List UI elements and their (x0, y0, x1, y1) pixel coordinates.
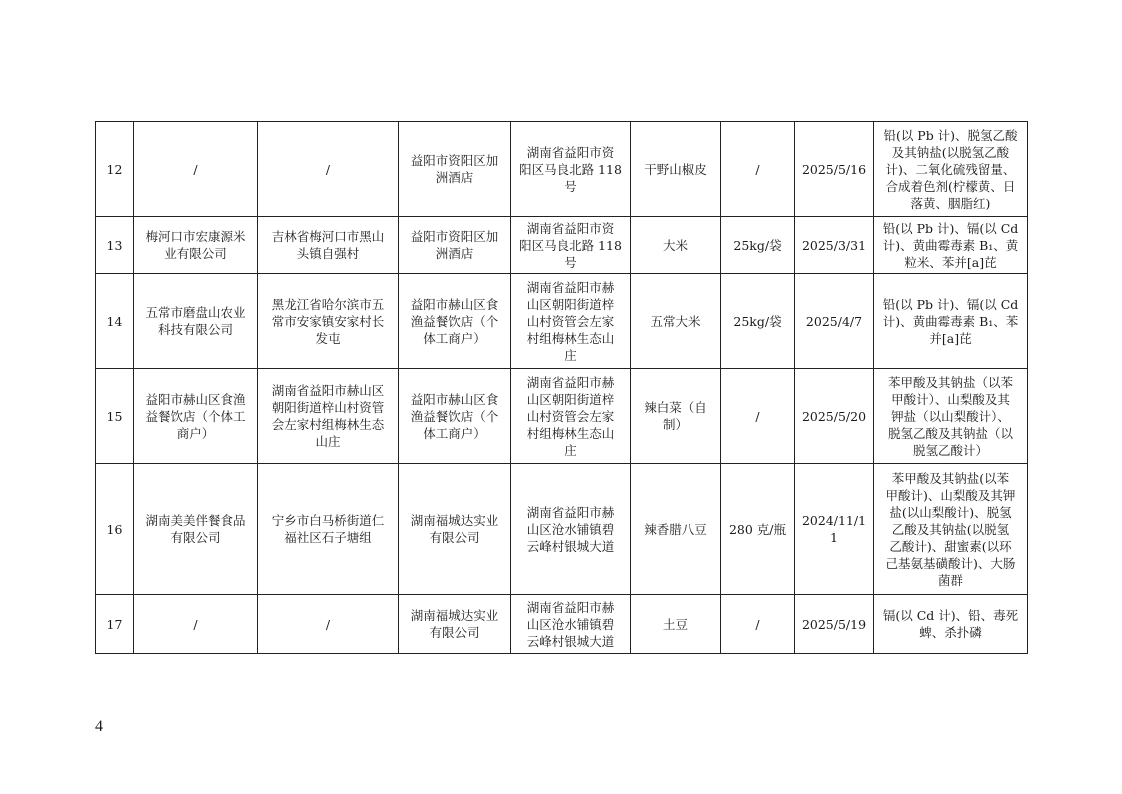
inspection-items: 铅(以 Pb 计)、脱氢乙酸 及其钠盐(以脱氢乙酸 计)、二氧化硫残留量、 合成着色剂(柠檬黄、日 落黄、胭脂红) (874, 122, 1028, 217)
table-row (96, 464, 1028, 595)
sampled-unit: 益阳市赫山区食 渔益餐饮店（个 体工商户） (399, 274, 511, 369)
production-date: 2025/5/20 (795, 369, 874, 464)
producer-name: / (134, 122, 258, 217)
production-date: 2025/5/16 (795, 122, 874, 217)
page-number: 4 (95, 718, 103, 735)
row-number: 17 (96, 595, 134, 654)
sampled-unit-address: 湖南省益阳市赫 山区朝阳街道梓 山村资管会左家 村组梅林生态山 庄 (511, 274, 631, 369)
inspection-items: 铅(以 Pb 计)、镉(以 Cd 计)、黄曲霉毒素 B₁、苯 并[a]芘 (874, 274, 1028, 369)
production-date: 2024/11/1 1 (795, 464, 874, 595)
producer-name: 五常市磨盘山农业 科技有限公司 (134, 274, 258, 369)
product-spec: / (721, 122, 795, 217)
production-date: 2025/5/19 (795, 595, 874, 654)
inspection-items: 铅(以 Pb 计)、镉(以 Cd 计)、黄曲霉毒素 B₁、黄 粒米、苯并[a]芘 (874, 217, 1028, 274)
product-name: 土豆 (631, 595, 721, 654)
producer-address: 湖南省益阳市赫山区 朝阳街道梓山村资管 会左家村组梅林生态 山庄 (258, 369, 399, 464)
row-number: 14 (96, 274, 134, 369)
producer-address: / (258, 595, 399, 654)
producer-address: / (258, 122, 399, 217)
row-number: 13 (96, 217, 134, 274)
product-name: 五常大米 (631, 274, 721, 369)
product-name: 干野山椒皮 (631, 122, 721, 217)
sampled-unit-address: 湖南省益阳市资 阳区马良北路 118 号 (511, 122, 631, 217)
production-date: 2025/3/31 (795, 217, 874, 274)
inspection-items: 苯甲酸及其钠盐(以苯 甲酸计)、山梨酸及其钾 盐(以山梨酸计)、脱氢 乙酸及其钠盐(以脱氢 乙酸计)、甜蜜素(以环 己基氨基磺酸计)、大肠 菌群 (874, 464, 1028, 595)
production-date: 2025/4/7 (795, 274, 874, 369)
producer-address: 宁乡市白马桥街道仁 福社区石子塘组 (258, 464, 399, 595)
product-spec: 25kg/袋 (721, 217, 795, 274)
sampled-unit-address: 湖南省益阳市资 阳区马良北路 118 号 (511, 217, 631, 274)
table-row (96, 369, 1028, 464)
sampled-unit: 益阳市资阳区加 洲酒店 (399, 217, 511, 274)
product-spec: / (721, 369, 795, 464)
sampled-unit: 湖南福城达实业 有限公司 (399, 464, 511, 595)
producer-name: 梅河口市宏康源米 业有限公司 (134, 217, 258, 274)
product-name: 大米 (631, 217, 721, 274)
producer-name: / (134, 595, 258, 654)
table-row (96, 217, 1028, 274)
row-number: 16 (96, 464, 134, 595)
producer-address: 黑龙江省哈尔滨市五 常市安家镇安家村长 发屯 (258, 274, 399, 369)
product-spec: / (721, 595, 795, 654)
product-spec: 25kg/袋 (721, 274, 795, 369)
sampled-unit: 益阳市资阳区加 洲酒店 (399, 122, 511, 217)
producer-address: 吉林省梅河口市黑山 头镇自强村 (258, 217, 399, 274)
inspection-items: 苯甲酸及其钠盐（以苯 甲酸计）、山梨酸及其 钾盐（以山梨酸计）、 脱氢乙酸及其钠盐（以 脱氢乙酸计） (874, 369, 1028, 464)
sampled-unit: 益阳市赫山区食 渔益餐饮店（个 体工商户） (399, 369, 511, 464)
product-name: 辣香腊八豆 (631, 464, 721, 595)
inspection-results-table (95, 121, 1028, 654)
product-name: 辣白菜（自 制） (631, 369, 721, 464)
row-number: 12 (96, 122, 134, 217)
inspection-items: 镉(以 Cd 计)、铅、毒死 蜱、杀扑磷 (874, 595, 1028, 654)
table-row (96, 122, 1028, 217)
producer-name: 湖南美美伴餐食品 有限公司 (134, 464, 258, 595)
table-row (96, 595, 1028, 654)
product-spec: 280 克/瓶 (721, 464, 795, 595)
table-row (96, 274, 1028, 369)
producer-name: 益阳市赫山区食渔 益餐饮店（个体工 商户） (134, 369, 258, 464)
sampled-unit: 湖南福城达实业 有限公司 (399, 595, 511, 654)
row-number: 15 (96, 369, 134, 464)
sampled-unit-address: 湖南省益阳市赫 山区沧水铺镇碧 云峰村银城大道 (511, 464, 631, 595)
sampled-unit-address: 湖南省益阳市赫 山区朝阳街道梓 山村资管会左家 村组梅林生态山 庄 (511, 369, 631, 464)
sampled-unit-address: 湖南省益阳市赫 山区沧水铺镇碧 云峰村银城大道 (511, 595, 631, 654)
